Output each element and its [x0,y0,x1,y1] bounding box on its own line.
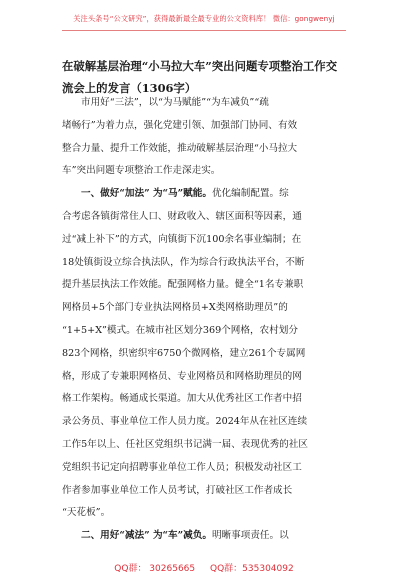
section-1-line [62,183,348,206]
paragraph-line: 过“减上补下”的方式，向镇街下沉100余名事业编制；在 [62,233,302,245]
document-body [62,92,348,548]
paragraph-line: “天花板”。 [62,507,111,519]
paragraph-line: 党组织书记定向招聘事业单位工作人员；积极发动社区工 [62,461,302,473]
header-promo-text: 关注头条号“公文研究”，获得最新最全最专业的公文资料库！ 微信：gongwenyj [73,14,335,23]
paragraph-line: 格，形成了专兼职网格员、专业网格员和网格助理员的网 [62,370,302,382]
section-2-first-text: 明晰事项责任。以 [211,530,289,542]
section-1-first-text: 优化编制配置。综 [211,188,289,200]
title-line-1: 在破解基层治理“小马拉大车”突出问题专项整治工作交 [62,59,338,73]
footer-qq-groups [0,561,408,574]
section-2-heading: 二、用好“减法” 为“车”减负。 [81,530,212,542]
qq-group-1: QQ群： 30265665 [114,564,196,574]
paragraph-line: 整合力量、提升工作效能，推动破解基层治理“小马拉大 [62,142,298,154]
paragraph-line: 格工作架构。畅通成长渠道。加大从优秀社区工作者中招 [62,393,302,405]
paragraph-line: 工作5年以上、任社区党组织书记满一届、表现优秀的社区 [62,438,308,450]
paragraph-line: 录公务员、事业单位工作人员力度。2024年从在社区连续 [62,416,308,428]
paragraph-line: 提升基层执法工作效能。配强网格力量。健全“1名专兼职 [62,279,304,291]
section-2-line [62,525,348,548]
paragraph-line: “1+5+X”模式。在城市社区划分369个网格，农村划分 [62,324,298,336]
title-line-2: 流会上的发言（1306字） [62,81,197,95]
paragraph-line: 市用好“三法”，以“为马赋能”“为车减负”“疏 [81,97,269,108]
paragraph-line: 合考虑各镇街常住人口、财政收入、辖区面积等因素，通 [62,210,302,222]
paragraph-line: 车”突出问题专项整治工作走深走实。 [62,165,221,177]
qq-group-2: QQ群：535304092 [210,564,294,574]
paragraph-line: 823个网格，织密织牢6750个微网格，建立261个专属网 [62,347,306,359]
paragraph-line: 作者参加事业单位工作人员考试，打破社区工作者成长 [62,484,293,496]
paragraph-line: 18处镇街设立综合执法队，作为综合行政执法平台，不断 [62,256,305,268]
header-divider [62,30,346,31]
paragraph-line: 堵畅行”为着力点，强化党建引领、加强部门协同、有效 [62,119,298,131]
paragraph-line: 网格员+5个部门专业执法网格员+X类网格助理员”的 [62,302,288,314]
section-1-heading: 一、做好“加法” 为“马”赋能。 [81,188,212,200]
